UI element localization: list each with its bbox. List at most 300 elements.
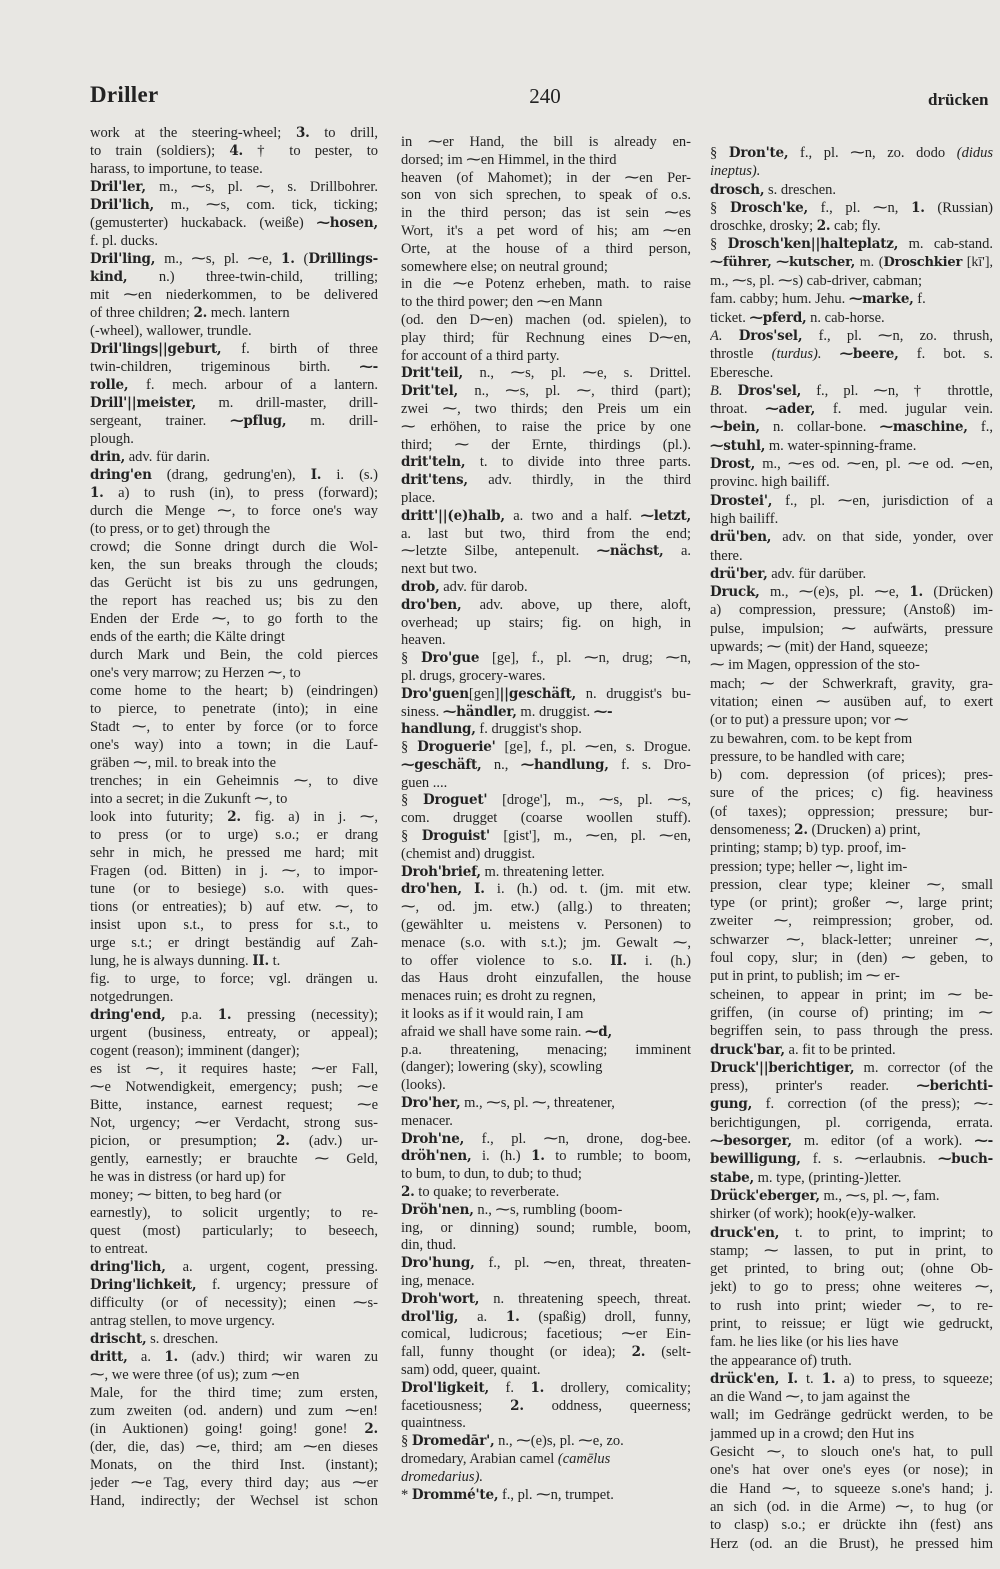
text-line: (danger); lowering (sky), scowling bbox=[401, 1059, 603, 1076]
text-line: com. drugget (coarse woollen stuff). bbox=[401, 810, 691, 827]
italic-term: A. bbox=[710, 327, 723, 344]
text-line: an die Wand ⁓, to jam against the bbox=[710, 1389, 910, 1406]
text-line: Dro'hung, f., pl. ⁓en, threat, threaten- bbox=[401, 1255, 691, 1272]
headword: ⁓- bbox=[359, 359, 378, 375]
text-line: ⁓führer, ⁓kutscher, m. (Droschkier [kī'], bbox=[710, 254, 993, 270]
headword: II. bbox=[610, 952, 627, 969]
text-line: in ⁓er Hand, the bill is already en- bbox=[401, 134, 691, 150]
text-line: a) compression, pressure; (Anstoß) im- bbox=[710, 602, 993, 619]
text-line: to press (or to urge) s.o.; er drang bbox=[90, 827, 378, 843]
text-line: heaven (of Mahomet); in der ⁓en Per- bbox=[401, 169, 691, 186]
headword: drol'lig, bbox=[401, 1308, 459, 1325]
headword: 1. bbox=[530, 1379, 545, 1396]
text-line: to the third power; den ⁓en Mann bbox=[401, 294, 603, 311]
text-line: heaven. bbox=[401, 632, 446, 649]
headword: Druck'||berichtiger, bbox=[710, 1059, 855, 1076]
headword: Dros'sel, bbox=[738, 327, 803, 344]
headword: drischt, bbox=[90, 1331, 147, 1347]
headword: 2. bbox=[276, 1133, 290, 1149]
text-line: money; ⁓ bitten, to beg hard (or bbox=[90, 1187, 282, 1203]
headword: I. bbox=[310, 467, 322, 483]
headword: 1. bbox=[164, 1349, 179, 1365]
text-line: begriffen sein, to pass through the press. bbox=[710, 1023, 993, 1040]
headword: gung, bbox=[710, 1096, 753, 1113]
text-line: § Droguerie' [ge], f., pl. ⁓en, s. Drogue. bbox=[401, 739, 691, 756]
headword: 2. bbox=[193, 305, 208, 321]
text-line: harass, to importune, to tease. bbox=[90, 161, 263, 177]
text-line: § Dromedār', n., ⁓(e)s, pl. ⁓e, zo. bbox=[401, 1433, 624, 1450]
text-line: § Droguet' [droge'], m., ⁓s, pl. ⁓s, bbox=[401, 792, 691, 809]
text-line: the appearance of) truth. bbox=[710, 1352, 852, 1369]
text-line: dring'lich, a. urgent, cogent, pressing. bbox=[90, 1259, 378, 1275]
headword: Drit'teil, bbox=[401, 365, 463, 382]
text-line: to clasp) s.o.; er drückte ihn (fest) ans bbox=[710, 1517, 993, 1534]
headword: dro'hen, bbox=[401, 881, 462, 898]
text-line: trenches; in ein Geheimnis ⁓, to dive bbox=[90, 773, 378, 789]
text-line: ⁓besorger, m. editor (of a work). ⁓- bbox=[710, 1133, 993, 1150]
text-line: Not, urgency; ⁓er Verdacht, strong sus- bbox=[90, 1115, 378, 1131]
text-line: play third; für Rechnung eines D⁓en, bbox=[401, 329, 691, 346]
text-line: ⁓ im Magen, oppression of the sto- bbox=[710, 657, 920, 674]
text-line: menaces ruin; es droht zu regnen, bbox=[401, 988, 596, 1005]
text-line: a. last but two, third from the end; bbox=[401, 525, 691, 542]
text-line: Dril'lich, m., ⁓s, com. tick, ticking; bbox=[90, 197, 378, 213]
text-line: one's hat over one's eyes (or nose); in bbox=[710, 1462, 993, 1479]
text-line: menace (s.o. with s.t.); jm. Gewalt ⁓, bbox=[401, 934, 691, 951]
text-line: Wort, it's a pet word of his; am ⁓en bbox=[401, 222, 691, 239]
text-line: drü'ben, adv. on that side, yonder, over bbox=[710, 529, 993, 546]
text-line: vitation; einen ⁓ ausüben auf, to exert bbox=[710, 693, 993, 710]
column-left bbox=[90, 124, 378, 1510]
headword: Drommé'te, bbox=[411, 1486, 499, 1503]
text-line: Dring'lichkeit, f. urgency; pressure of bbox=[90, 1277, 378, 1293]
text-line: zum zweiten (od. andern) und zum ⁓en! bbox=[90, 1403, 378, 1419]
text-line: dring'en (drang, gedrung'en), I. i. (s.) bbox=[90, 467, 378, 483]
text-line: sehr in mich, he pressed me hard; mit bbox=[90, 845, 378, 861]
page-number: 240 bbox=[529, 84, 561, 108]
headword: II. bbox=[252, 953, 270, 969]
text-line: Bitte, instance, earnest request; ⁓e bbox=[90, 1097, 378, 1113]
text-line: (or to put) a pressure upon; vor ⁓ bbox=[710, 712, 909, 729]
text-line: dro'ben, adv. above, up there, aloft, bbox=[401, 596, 691, 613]
text-line: gently, earnestly; er brauchte ⁓ Geld, bbox=[90, 1151, 378, 1167]
text-line: Drol'ligkeit, f. 1. drollery, comicality; bbox=[401, 1379, 691, 1396]
text-line: he was in distress (or hard up) for bbox=[90, 1169, 286, 1185]
text-line: dröh'nen, i. (h.) 1. to rumble; to boom, bbox=[401, 1148, 691, 1165]
text-line: get printed, to bring out; (ohne Ob- bbox=[710, 1261, 993, 1278]
text-line: lung, he is always dunning. II. t. bbox=[90, 953, 281, 969]
headword: dring'lich, bbox=[90, 1259, 166, 1275]
text-line: pression; type; heller ⁓, light im- bbox=[710, 858, 908, 875]
headword: dritt, bbox=[90, 1349, 128, 1365]
text-line: Monats, on the third Inst. (instant); bbox=[90, 1457, 378, 1473]
text-line: ing, or dinning) sound; rumble, boom, bbox=[401, 1219, 691, 1236]
headword: ⁓pflug, bbox=[230, 413, 287, 429]
text-line: jammed up in a crowd; den Hut ins bbox=[710, 1425, 915, 1442]
text-line: upwards; ⁓ (mit) der Hand, squeeze; bbox=[710, 639, 929, 656]
headword: dring'en bbox=[90, 467, 152, 483]
headword: ⁓- bbox=[593, 703, 613, 720]
text-line: drol'lig, a. 1. (spaßig) droll, funny, bbox=[401, 1308, 691, 1325]
text-line: A. Dros'sel, f., pl. ⁓n, zo. thrush, bbox=[710, 327, 993, 344]
text-line: bewilligung, f. s. ⁓erlaubnis. ⁓buch- bbox=[710, 1151, 993, 1168]
text-line: (to press, or to get) through the bbox=[90, 521, 271, 537]
text-line: (chemist and) druggist. bbox=[401, 845, 536, 862]
text-line: Drück'eberger, m., ⁓s, pl. ⁓, fam. bbox=[710, 1187, 940, 1204]
text-line: throstle (turdus). ⁓beere, f. bot. s. bbox=[710, 346, 993, 363]
headword: Drück'eberger, bbox=[710, 1187, 820, 1204]
text-line: fig. to urge, to force; vgl. drängen u. bbox=[90, 971, 378, 987]
text-line: handlung, f. druggist's shop. bbox=[401, 721, 582, 738]
text-line: look into futurity; 2. fig. a) in j. ⁓, bbox=[90, 809, 378, 825]
headword: ⁓maschine, bbox=[879, 419, 968, 436]
text-line: § Drosch'ken||halteplatz, m. cab-stand. bbox=[710, 236, 993, 253]
text-line: menacer. bbox=[401, 1112, 453, 1129]
text-line: das Haus droht einzufallen, the house bbox=[401, 970, 691, 987]
text-line: durch Mark und Bein, the cold pierces bbox=[90, 647, 378, 663]
headword: ⁓letzt, bbox=[640, 507, 691, 524]
text-line: put in print, to publish; im ⁓ er- bbox=[710, 968, 900, 985]
text-line: (der, die, das) ⁓e, third; am ⁓en dieses bbox=[90, 1439, 378, 1455]
text-line: insist upon s.t., to press for s.t., to bbox=[90, 917, 378, 933]
text-line: Drit'tel, n., ⁓s, pl. ⁓, third (part); bbox=[401, 383, 691, 400]
text-line: das Gerücht ist bis zu uns gedrungen, bbox=[90, 575, 378, 591]
headword: ⁓berichti- bbox=[916, 1078, 993, 1095]
text-line: dring'end, p.a. 1. pressing (necessity); bbox=[90, 1007, 378, 1023]
headword: Dros'sel, bbox=[737, 382, 802, 399]
text-line: durch die Menge ⁓, to force one's way bbox=[90, 503, 378, 519]
headword: rolle, bbox=[90, 377, 129, 393]
text-line: Eberesche. bbox=[710, 364, 774, 381]
text-line: one's way) into a town; in die Lauf- bbox=[90, 737, 378, 753]
headword: 1. bbox=[909, 584, 924, 601]
text-line: scheinen, to appear in print; im ⁓ be- bbox=[710, 986, 993, 1003]
text-line: quest (most) particularly; to beseech, bbox=[90, 1223, 378, 1239]
text-line: afraid we shall have some rain. ⁓d, bbox=[401, 1023, 612, 1040]
text-line: tions (or entreaties); b) auf etw. ⁓, to bbox=[90, 899, 378, 915]
text-line: zu bewahren, com. to be kept from bbox=[710, 730, 913, 747]
text-line: berichtigungen, pl. corrigenda, errata. bbox=[710, 1114, 993, 1131]
headword: ⁓- bbox=[974, 1133, 993, 1150]
text-line: earnestly), to solicit urgently; to re- bbox=[90, 1205, 378, 1221]
text-line: to train (soldiers); 4. † to pester, to bbox=[90, 143, 378, 159]
text-line: to pierce, to penetrate (into); in eine bbox=[90, 701, 378, 717]
text-line: (gewählter u. meistens v. Personen) to bbox=[401, 917, 691, 934]
headword: Dromedār', bbox=[411, 1433, 495, 1450]
text-line: sure of the prices; c) fig. heaviness bbox=[710, 785, 993, 802]
text-line: into a secret; in die Zukunft ⁓, to bbox=[90, 791, 288, 807]
text-line: urgent (business, entreaty, or appeal); bbox=[90, 1025, 378, 1041]
headword: Dro'her, bbox=[401, 1095, 461, 1112]
headword: Droguet' bbox=[423, 792, 488, 809]
headword: Dril'lings||geburt, bbox=[90, 341, 222, 357]
text-line: jekt) to go to press; ohne weiteres ⁓, bbox=[710, 1279, 993, 1296]
headword: 1. bbox=[911, 199, 925, 216]
headword: dro'ben, bbox=[401, 596, 462, 613]
headword: Dril'lich, bbox=[90, 197, 155, 213]
text-line: Dro'her, m., ⁓s, pl. ⁓, threatener, bbox=[401, 1095, 615, 1112]
headword: 2. bbox=[364, 1421, 378, 1437]
text-line: Dro'guen[gen]||geschäft, n. druggist's bu- bbox=[401, 685, 691, 702]
text-line: Stadt ⁓, to enter by force (or to force bbox=[90, 719, 378, 735]
text-line: notgedrungen. bbox=[90, 989, 174, 1005]
text-line: pressure, to be handled with care; bbox=[710, 748, 905, 765]
headword: 1. bbox=[217, 1007, 232, 1023]
text-line: of three children; 2. mech. lantern bbox=[90, 305, 290, 321]
text-line: antrag stellen, to move urgency. bbox=[90, 1313, 275, 1329]
text-line: ing, menace. bbox=[401, 1273, 475, 1289]
running-head-right: drücken bbox=[928, 90, 989, 109]
text-line: comical, ludicrous; facetious; ⁓er Ein- bbox=[401, 1326, 691, 1343]
text-line: print, to reissue; er lügt wie gedruckt, bbox=[710, 1316, 993, 1332]
text-line: dro'hen, I. i. (h.) od. t. (jm. mit etw. bbox=[401, 881, 691, 898]
headword: 1. bbox=[90, 485, 104, 501]
text-line: Dril'lings||geburt, f. birth of three bbox=[90, 341, 378, 357]
text-line: place. bbox=[401, 489, 436, 506]
text-line: * Drommé'te, f., pl. ⁓n, trumpet. bbox=[401, 1486, 614, 1503]
text-line: ⁓, od. jm. etw.) (allg.) to threaten; bbox=[401, 899, 691, 916]
headword: ⁓buch- bbox=[937, 1151, 993, 1168]
text-line: twin-children, trigeminous birth. ⁓- bbox=[90, 359, 378, 375]
headword: 1. bbox=[531, 1148, 545, 1165]
headword: 2. bbox=[401, 1184, 415, 1201]
text-line: Hand, indirectly; der Wechsel ist schon bbox=[90, 1493, 378, 1509]
text-line: work at the steering-wheel; 3. to drill, bbox=[90, 125, 378, 141]
headword: ⁓geschäft, bbox=[401, 756, 482, 773]
text-line: one's very marrow; zu Herzen ⁓, to bbox=[90, 665, 301, 681]
text-line: es ist ⁓, it requires haste; ⁓er Fall, bbox=[90, 1061, 378, 1077]
text-line: Dril'ling, m., ⁓s, pl. ⁓e, 1. (Drillings- bbox=[90, 251, 378, 267]
headword: drosch, bbox=[710, 181, 765, 198]
text-line: ken, the sun breaks through the clouds; bbox=[90, 557, 378, 573]
text-line: plough. bbox=[90, 431, 134, 447]
text-line: Drill'||meister, m. drill-master, drill- bbox=[90, 395, 378, 411]
text-line: p.a. threatening, menacing; imminent bbox=[401, 1041, 691, 1058]
text-line: gung, f. correction (of the press); ⁓- bbox=[710, 1096, 993, 1113]
headword: Dro'hung, bbox=[401, 1255, 475, 1272]
text-line: § Drosch'ke, f., pl. ⁓n, 1. (Russian) bbox=[710, 199, 993, 216]
text-line: druck'en, t. to print, to imprint; to bbox=[710, 1224, 993, 1241]
text-line: schwarzer ⁓, black-letter; unreiner ⁓, bbox=[710, 931, 993, 948]
headword: Drill'||meister, bbox=[90, 395, 196, 411]
text-line: § Dron'te, f., pl. ⁓n, zo. dodo (didus bbox=[710, 145, 993, 161]
running-head-left: Driller bbox=[90, 82, 159, 107]
headword: ⁓stuhl, bbox=[710, 437, 766, 454]
text-line: griffen, (in course of) printing; im ⁓ bbox=[710, 1004, 993, 1021]
headword: Droh'brief, bbox=[401, 863, 481, 880]
text-line: drischt, s. dreschen. bbox=[90, 1331, 219, 1347]
text-line: mit ⁓en niederkommen, to be delivered bbox=[90, 287, 378, 303]
headword: ⁓führer, bbox=[710, 254, 772, 270]
text-line: facetiousness; 2. oddness, queerness; bbox=[401, 1397, 691, 1414]
headword: ⁓pferd, bbox=[749, 309, 807, 326]
text-line: Herz (od. an die Brust), he pressed him bbox=[710, 1535, 993, 1552]
headword: ⁓d, bbox=[585, 1023, 612, 1040]
text-line: urge s.t.; er dringt beständig auf Zah- bbox=[90, 935, 378, 951]
headword: 2. bbox=[631, 1344, 646, 1361]
text-line: zweiter ⁓, reimpression; grober, od. bbox=[710, 913, 993, 930]
text-line: type (or print); großer ⁓, large print; bbox=[710, 895, 993, 912]
headword: stabe, bbox=[710, 1169, 755, 1186]
headword: I. bbox=[474, 881, 485, 898]
headword: Drostei', bbox=[710, 492, 773, 509]
headword: kind, bbox=[90, 269, 128, 285]
text-line: 2. to quake; to reverberate. bbox=[401, 1184, 560, 1201]
headword: dröh'nen, bbox=[401, 1148, 472, 1165]
text-line: zwei ⁓, two thirds; den Preis um ein bbox=[401, 400, 691, 417]
text-line: Droh'brief, m. threatening letter. bbox=[401, 863, 605, 880]
headword: drü'ben, bbox=[710, 529, 772, 546]
headword: Droguerie' bbox=[417, 739, 496, 756]
text-line: to entreat. bbox=[90, 1241, 148, 1257]
text-line: Droh'ne, f., pl. ⁓n, drone, dog-bee. bbox=[401, 1130, 691, 1147]
text-line: dritt'||(e)halb, a. two and a half. ⁓letzt, bbox=[401, 507, 691, 524]
text-line: stabe, m. type, (printing-)letter. bbox=[710, 1169, 902, 1186]
headword: 2. bbox=[227, 809, 241, 825]
text-line: it looks as if it would rain, I am bbox=[401, 1006, 584, 1023]
text-line bbox=[710, 162, 993, 180]
text-line: (looks). bbox=[401, 1077, 446, 1094]
text-line: ⁓bein, n. collar-bone. ⁓maschine, f., bbox=[710, 419, 993, 436]
text-line: wall; im Gedränge gedrückt werden, to be bbox=[710, 1407, 993, 1424]
italic-term: (didus bbox=[956, 145, 993, 161]
headword: Drol'ligkeit, bbox=[401, 1379, 489, 1396]
headword: drin, bbox=[90, 449, 126, 465]
text-line: ticket. ⁓pferd, n. cab-horse. bbox=[710, 309, 885, 326]
text-line: shirker (of work); hook(e)y-walker. bbox=[710, 1206, 917, 1223]
headword: ⁓bein, bbox=[710, 419, 760, 436]
headword: Droguist' bbox=[421, 828, 490, 845]
italic-term: dromedarius). bbox=[401, 1468, 484, 1485]
text-line: drin, adv. für darin. bbox=[90, 449, 210, 465]
text-line: drit'teln, t. to divide into three parts. bbox=[401, 454, 691, 471]
italic-term: (camēlus bbox=[557, 1450, 611, 1467]
text-line: druck'bar, a. fit to be printed. bbox=[710, 1041, 896, 1058]
text-line: 1. a) to rush (in), to press (forward); bbox=[90, 485, 378, 501]
text-line: (od. den D⁓en) machen (od. spielen), to bbox=[401, 311, 691, 328]
headword: Drost, bbox=[710, 456, 756, 473]
text-line: ⁓e Notwendigkeit, emergency; push; ⁓e bbox=[90, 1079, 378, 1095]
text-line: Drostei', f., pl. ⁓en, jurisdiction of a bbox=[710, 492, 993, 509]
headword: Droschkier bbox=[883, 254, 963, 270]
text-line: ⁓geschäft, n., ⁓handlung, f. s. Dro- bbox=[401, 756, 691, 773]
headword: 2. bbox=[510, 1397, 524, 1414]
text-line: Orte, at the house of a third person, bbox=[401, 240, 691, 257]
text-line: the report has reached us; bis zu den bbox=[90, 593, 378, 609]
text-line: drück'en, I. t. 1. a) to press, to squeeze; bbox=[710, 1370, 993, 1387]
text-line: tune (or to besiege) s.o. with ques- bbox=[90, 881, 378, 897]
headword: ⁓marke, bbox=[848, 291, 914, 308]
headword: 2. bbox=[794, 821, 808, 838]
text-line: siness. ⁓händler, m. druggist. ⁓- bbox=[401, 703, 613, 720]
text-line: ⁓letzte Silbe, antepenult. ⁓nächst, a. bbox=[401, 543, 691, 560]
text-line: drosch, s. dreschen. bbox=[710, 181, 837, 198]
headword: Droh'wort, bbox=[401, 1290, 480, 1307]
text-line: to rush into print; wieder ⁓, to re- bbox=[710, 1297, 993, 1314]
headword: bewilligung, bbox=[710, 1151, 801, 1168]
text-line: stamp; ⁓ lassen, to put in print, to bbox=[710, 1242, 993, 1259]
headword: 1. bbox=[505, 1308, 520, 1325]
text-line: f. pl. ducks. bbox=[90, 233, 159, 249]
text-line: § Dro'gue [ge], f., pl. ⁓n, drug; ⁓n, bbox=[401, 650, 691, 667]
headword: 3. bbox=[295, 125, 310, 141]
text-line: ⁓stuhl, m. water-spinning-frame. bbox=[710, 437, 917, 454]
text-line: Drit'teil, n., ⁓s, pl. ⁓e, s. Drittel. bbox=[401, 365, 691, 382]
headword: 1. bbox=[821, 1370, 836, 1387]
text-line: Druck'||berichtiger, m. corrector (of the bbox=[710, 1059, 993, 1076]
headword: ⁓beere, bbox=[839, 346, 899, 363]
text-line: printing; stamp; b) typ. proof, im- bbox=[710, 840, 907, 857]
column-right bbox=[710, 144, 993, 1553]
text-line: B. Dros'sel, f., pl. ⁓n, † throttle, bbox=[710, 382, 993, 399]
headword: Dril'ler, bbox=[90, 179, 146, 195]
text-line: mach; ⁓ der Schwerkraft, gravity, gra- bbox=[710, 675, 993, 692]
headword: ||geschäft, bbox=[499, 685, 577, 702]
headword: handlung, bbox=[401, 721, 476, 738]
text-line: fam. he lies like (or his lies have bbox=[710, 1334, 899, 1351]
text-line: drob, adv. für darob. bbox=[401, 578, 528, 595]
text-line: drit'tens, adv. thirdly, in the third bbox=[401, 472, 691, 489]
text-line: kind, n.) three-twin-child, trilling; bbox=[90, 269, 378, 285]
headword: ⁓hosen, bbox=[316, 215, 378, 231]
headword: ⁓ader, bbox=[765, 401, 816, 418]
headword: I. bbox=[787, 1370, 798, 1387]
italic-term: B. bbox=[710, 382, 723, 399]
text-line: difficulty (or of necessity); einen ⁓s- bbox=[90, 1295, 378, 1311]
text-line: throat. ⁓ader, f. med. jugular vein. bbox=[710, 401, 993, 418]
text-line: dorsed; im ⁓en Himmel, in the third bbox=[401, 151, 617, 168]
text-line: in die ⁓e Potenz erheben, math. to raise bbox=[401, 276, 691, 293]
headword: Dron'te, bbox=[728, 145, 789, 161]
text-line: son von sich sprechen, to speak of o.s. bbox=[401, 187, 691, 204]
headword: druck'en, bbox=[710, 1224, 780, 1241]
text-line: guen .... bbox=[401, 774, 448, 791]
headword: drit'teln, bbox=[401, 454, 466, 471]
text-line: b) com. depression (of prices); pres- bbox=[710, 767, 993, 784]
text-line: crowd; die Sonne dringt durch die Wol- bbox=[90, 539, 378, 555]
text-line: pulse, impulsion; ⁓ aufwärts, pressure bbox=[710, 620, 993, 637]
text-line: § Droguist' [gist'], m., ⁓en, pl. ⁓en, bbox=[401, 828, 691, 845]
text-line: densomeness; 2. (Drucken) a) print, bbox=[710, 821, 921, 838]
text-line: (gemusterter) huckaback. (weiße) ⁓hosen, bbox=[90, 215, 378, 231]
text-line: quaintness. bbox=[401, 1415, 466, 1432]
text-line: sam) odd, queer, quaint. bbox=[401, 1361, 541, 1378]
text-line: ends of the earth; die Kälte dringt bbox=[90, 629, 285, 645]
text-line: ⁓, we were three (of us); zum ⁓en bbox=[90, 1367, 300, 1383]
headword: Dril'ling, bbox=[90, 251, 156, 267]
headword: Drosch'ken||halteplatz, bbox=[727, 236, 899, 253]
headword: ⁓händler, bbox=[442, 703, 517, 720]
headword: Drit'tel, bbox=[401, 383, 459, 400]
text-line: Dröh'nen, n., ⁓s, rumbling (boom- bbox=[401, 1201, 623, 1218]
text-line: picion, or presumption; 2. (adv.) ur- bbox=[90, 1133, 378, 1149]
text-line: din, thud. bbox=[401, 1237, 457, 1254]
text-line: there. bbox=[710, 547, 743, 564]
text-line: Drost, m., ⁓es od. ⁓en, pl. ⁓e od. ⁓en, bbox=[710, 456, 993, 473]
headword: Dring'lichkeit, bbox=[90, 1277, 197, 1293]
column-middle bbox=[401, 134, 691, 1504]
text-line: Enden der Erde ⁓, to go forth to the bbox=[90, 611, 378, 627]
text-line: Dril'ler, m., ⁓s, pl. ⁓, s. Drillbohrer. bbox=[90, 179, 378, 195]
text-line: for account of a third party. bbox=[401, 347, 560, 364]
headword: 4. bbox=[229, 143, 243, 159]
text-line: foul copy, slur; in (den) ⁓ geben, to bbox=[710, 950, 993, 967]
text-line: press), printer's reader. ⁓berichti- bbox=[710, 1078, 993, 1095]
text-line: third; ⁓ der Ernte, thirdings (pl.). bbox=[401, 436, 691, 453]
text-line: an sich (od. in die Arme) ⁓, to hug (or bbox=[710, 1498, 993, 1515]
text-line: overhead; up stairs; fig. on high, in bbox=[401, 614, 691, 631]
italic-term: ineptus). bbox=[710, 163, 761, 180]
